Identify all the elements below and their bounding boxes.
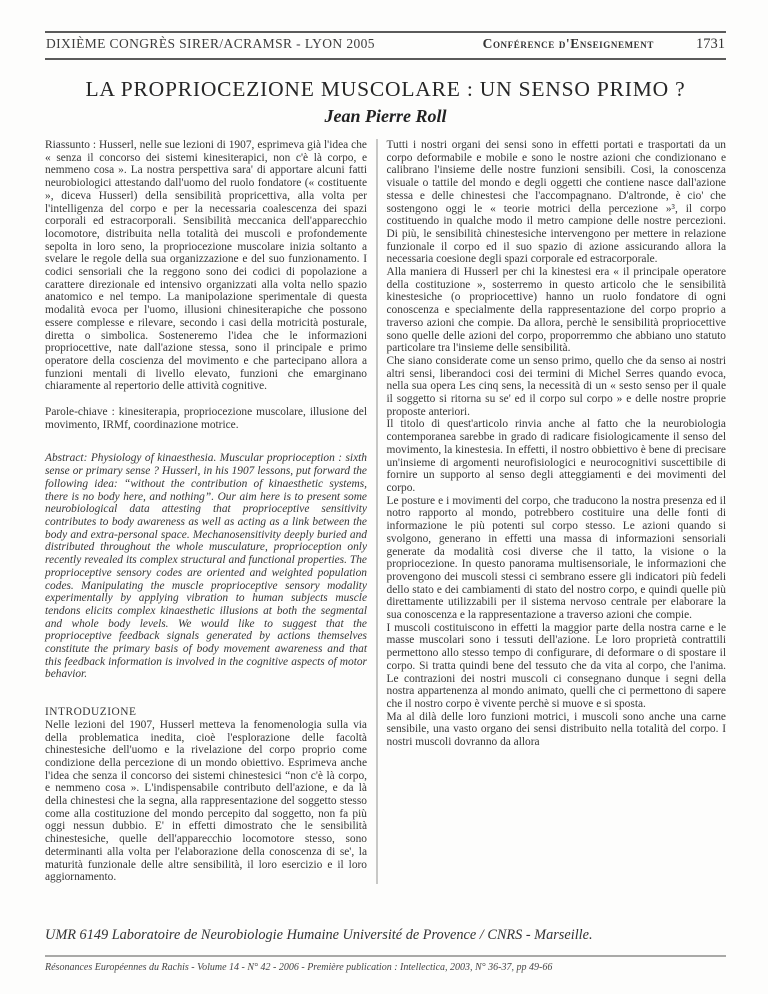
affiliation-line: UMR 6149 Laboratoire de Neurobiologie Humaine Université de Provence / CNRS - Marseille. [45,927,593,943]
conference-label: Conférence d'Enseignement [482,36,654,51]
masthead [45,31,726,60]
body-paragraph: Che siano considerate come un senso primo, quello che da senso ai nostri altri sensi, liberandoci cosi dei termini di Michel Serres quando evoca, nella sua opera Les cinq sens, la necessità di un « sesto senso per il quale il soggetto si ritorna su se' ed il corpo sul corpo » e delle nostre proprie proposte anteriori. [386,354,726,418]
riassunto-paragraph: Riassunto : Husserl, nelle sue lezioni di 1907, esprimeva già l'idea che « senza il concorso dei sistemi kinesiterapici, non c'è là corpo, e nemmeno cosa ». La nostra perspettiva sara' di apportare alcuni fatti neurobiologici attestando dall'uomo del ruolo fondatore (« costituente », diceva Husserl) della sensibilità propricettiva, alla volta per l'intelligenza del corpo e per la necessaria coalescenza dei spazi corporali ed estracorporali. Sensibilità meccanica dell'apparecchio locomotore, distribuita nella totalità dei muscoli e profondemente sepolta in loro seno, la propriocezione muscolare inizia soltanto a svelare le regole della sua organizzazione e del suo funzionamento. I codici sensoriali che la reggono sono dei codici di popolazione a carattere direzionale ed intensivo organizzati alla volta nello spazio anatomico e nel tempo. La manipolazione sperimentale di questa modalità evoca per l'uomo, illusioni chinesiterapiche che possono essere complesse e rilevare, secondo i casi della motricità posturale, diretta o simbolica. Sosteneremo l'idea che le informazioni propriocettive, nate dall'azione stessa, sono il principale e primo operatore della coscienza del movimento e che partecipano allora a funzioni mentali di livello elevato, funzioni che emarginano chiaramente al repertorio delle attività cognitive. [45,139,367,393]
abstract-paragraph: Abstract: Physiology of kinaesthesia. Muscular proprioception : sixth sense or primary sense ? Husserl, in his 1907 lessons, put forward the following idea: “without the contribution of kinaesthetic systems, there is no body here, and nothing”. Our aim here is to present some neurobiological data attesting that proprioceptive sensitivity contributes to body awareness as well as acting as a link between the body and extra-personal space. Mechanosensitivity deeply buried and distributed throughout the whole musculature, proprioception only recently revealed its complex structural and functional properties. The proprioceptive sensory codes are oriented and weighted population codes. Manipulating the muscle proprioceptive sensory modality experimentally by applying vibration to human subjects muscle tendons elicits complex kinaesthetic illusions at both the segmental and whole body levels. We would like to suggest that the proprioceptive feedback signals generated by actions themselves constitute the primary basis of body movement awareness and that this feedback information is involved in the cognitive aspects of motor behavior. [45,452,367,681]
footer-rule [45,955,726,957]
author-name: Jean Pierre Roll [324,106,447,126]
introduction-paragraph: Nelle lezioni del 1907, Husserl metteva la fenomenologia sulla via della problematica inedita, cioè l'esplorazione delle facoltà chinestesiche dell'uomo e la rivelazione del corpo proprio come condizione della percezione di un mondo obiettivo. Esprimeva anche l'idea che senza il concorso dei sistemi chinestesici “non c'è là corpo, e nemmeno cosa ». L'indispensabile contributo dell'azione, e da là della chinestesi che la segna, alla rappresentazione del soggetto stesso come alla costituzione del mondo percepito dal soggetto, non fa più oggi nessun dubbio. E' in effetti dimostrato che le sensibilità chinestesiche, quelle dell'apparecchio locomotore stesso, sono determinanti alla volta per l'elaborazione della conoscenza di se', la maturità funzionale delle altre sensibilità, il loro esercizio e il loro aggiornamento. [45,718,367,884]
introduction-heading: INTRODUZIONE [45,706,137,719]
column-left [45,139,376,884]
masthead-right [483,36,725,53]
body-paragraph: Le posture e i movimenti del corpo, che traducono la nostra presenza ed il notro rapporto al mondo, potrebbero costituire una delle fonti di informazione le più potenti sul corpo stesso. Le azioni quando si svolgono, generano in effetti una massa di informazioni sensoriali generate da modalità cosi diverse che il tatto, la visione o la propriocezione. In questo panorama multisensoriale, le informazioni che provengono dei muscoli stessi ci sembrano essere gli indicatori più fedeli dello stato e dei cambiamenti di stato del nostro corpo, e quindi quelle più direttamente utilizzabili per il sistema nervoso centrale per elaborare la sua conoscenza e la rappresentazione a traverso azioni che compie. [386,494,726,622]
column-right [378,139,727,884]
body-paragraph: I muscoli costituiscono in effetti la maggior parte della nostra carne e le masse muscolari sono i tessuti dell'azione. Le loro proprietà contrattili permettono allo stesso tempo di configurare, di deformare o di spostare il corpo. Si tratta quindi bene del tessuto che da vita al corpo, che l'anima. Le contrazioni dei nostri muscoli ci consegnano dunque i segni della nostra appartenenza al mondo animato, quelli che ci permettono di sapere che il nostro corpo è vivente perchè si muove e si sposta. [386,621,726,710]
two-column-body [45,139,726,884]
body-paragraph: Alla maniera di Husserl per chi la kinestesi era « il principale operatore della costituzione », sosterremo in questo articolo che le sensibilità kinestesiche (o propriocettive) hanno un ruolo fondatore di ogni conoscenza e specialmente della rappresentazione del corpo proprio a traverso azioni che compie. Da allora, perchè le sensibilità propriocettive sono quelle delle azioni del corpo, proporremmo che abbiano uno statuto particolare tra l'insieme delle sensibilità. [386,266,726,355]
keywords-paragraph: Parole-chiave : kinesiterapia, propriocezione muscolare, illusione del movimento, IRMf, coordinazione motrice. [45,406,367,431]
body-paragraph: Il titolo di quest'articolo rinvia anche al fatto che la neurobiologia contemporanea sarebbe in grado di radicare fisiologicamente il senso del movimento, la kinestesia. In effetti, il nostro obbiettivo è bene di precisare un'insieme di argomenti neurofisiologici e neurocognitivi suscettibile di fornire un supporto al senso degli atteggiamenti e dei movimenti del corpo. [386,418,726,494]
body-paragraph: Tutti i nostri organi dei sensi sono in effetti portati e trasportati da un corpo deformabile e mobile e sono le nostre azioni che condizionano e calibrano l'insieme delle nostre funzioni sensibili. Cosi, la conoscenza visuale o tattile del mondo e degli oggetti che contiene nasce dall'azione stessa e delle chinestesi che l'accompagnano. D'altronde, è cio' che sostengono oggi le « teorie motrici della percezione »³, il corpo costituendo in qualche modo il metro campione delle nostre percezioni. Di più, le sensibilità chinestesiche intervengono per mettere in relazione funzionale il corpo ed il suo spazio di azione assicurando allora la necessaria coesione degli spazi corporale ed estracorporale. [386,139,726,266]
page-number: 1731 [696,36,725,52]
congress-title: DIXIÈME CONGRÈS SIRER/ACRAMSR - LYON 2005 [46,36,375,51]
body-paragraph: Ma al dilà delle loro funzioni motrici, i muscoli sono anche una carne sensibile, una vasto organo dei sensi distribuito nella totalità del corpo. I nostri muscoli dovranno da allora [386,710,726,749]
article-title: LA PROPRIOCEZIONE MUSCOLARE : UN SENSO PRIMO ? [85,77,686,101]
journal-footer: Résonances Européennes du Rachis - Volume 14 - N° 42 - 2006 - Première publication : Intellectica, 2003, N° 36-37, pp 49-66 [45,962,553,973]
